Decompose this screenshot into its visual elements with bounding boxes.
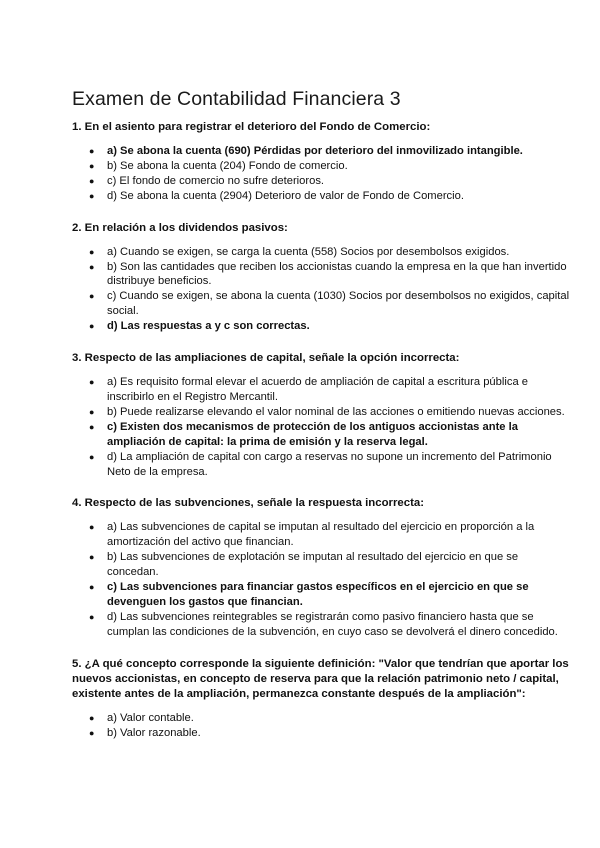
option-list — [72, 375, 570, 479]
option-text: a) Es requisito formal elevar el acuerdo de ampliación de capital a escritura pública e inscribirlo en el Registro Mercantil. — [107, 376, 528, 403]
option-list — [72, 711, 570, 741]
bullet-icon: ● — [89, 146, 95, 156]
bullet-icon: ● — [89, 451, 95, 462]
question-3 — [72, 351, 570, 479]
option-item-correct — [72, 319, 570, 334]
question-title: 2. En relación a los dividendos pasivos: — [72, 221, 288, 234]
option-item — [72, 610, 570, 640]
option-item — [72, 450, 570, 480]
bullet-icon: ● — [89, 522, 95, 533]
question-title: 3. Respecto de las ampliaciones de capital, señale la opción incorrecta: — [72, 352, 460, 365]
option-list — [72, 144, 570, 204]
option-item — [72, 550, 570, 580]
option-item-correct — [72, 144, 570, 159]
option-text: d) Las respuestas a y c son correctas. — [107, 320, 310, 333]
question-1 — [72, 120, 570, 204]
bullet-icon: ● — [89, 421, 95, 432]
option-text: b) Las subvenciones de explotación se imputan al resultado del ejercicio en que se concedan. — [107, 551, 519, 579]
option-text: d) Se abona la cuenta (2904) Deterioro de valor de Fondo de Comercio. — [107, 189, 464, 202]
bullet-icon: ● — [89, 321, 95, 332]
bullet-icon: ● — [89, 175, 95, 186]
option-text: c) El fondo de comercio no sufre deterioros. — [107, 174, 325, 187]
option-text: b) Valor razonable. — [107, 726, 201, 739]
bullet-icon: ● — [89, 611, 95, 622]
option-text: b) Se abona la cuenta (204) Fondo de comercio. — [107, 159, 348, 172]
bullet-icon: ● — [89, 552, 95, 563]
option-item — [72, 375, 570, 405]
option-item — [72, 289, 570, 319]
bullet-icon: ● — [89, 582, 95, 593]
document-title: Examen de Contabilidad Financiera 3 — [72, 88, 401, 110]
option-text: a) Cuando se exigen, se carga la cuenta (558) Socios por desembolsos exigidos. — [107, 245, 510, 258]
question-title: 1. En el asiento para registrar el deterioro del Fondo de Comercio: — [72, 121, 431, 133]
option-text: b) Puede realizarse elevando el valor nominal de las acciones o emitiendo nuevas acciones. — [107, 405, 565, 418]
option-item-correct — [72, 420, 570, 450]
option-item — [72, 520, 570, 550]
bullet-icon: ● — [89, 246, 95, 257]
option-item — [72, 726, 570, 741]
option-text: a) Se abona la cuenta (690) Pérdidas por deterioro del inmovilizado intangible. — [107, 145, 523, 157]
option-text: c) Existen dos mecanismos de protección de los antiguos accionistas ante la ampliación de capital: la prima de emisión y la reserva legal. — [107, 420, 518, 448]
option-item — [72, 260, 570, 290]
bullet-icon: ● — [89, 406, 95, 417]
question-title: 4. Respecto de las subvenciones, señale la respuesta incorrecta: — [72, 497, 424, 510]
bullet-icon: ● — [89, 261, 95, 272]
question-4 — [72, 496, 570, 639]
option-list — [72, 245, 570, 334]
option-item — [72, 159, 570, 174]
bullet-icon: ● — [89, 160, 95, 171]
option-text: a) Valor contable. — [107, 711, 194, 724]
option-text: d) La ampliación de capital con cargo a reservas no supone un incremento del Patrimonio Neto de la empresa. — [107, 450, 552, 478]
option-list — [72, 520, 570, 639]
option-text: c) Las subvenciones para financiar gastos específicos en el ejercicio en que se devenguen los gastos que financian. — [107, 581, 529, 608]
option-text: a) Las subvenciones de capital se imputan al resultado del ejercicio en proporción a la amortización del activo que financian. — [107, 521, 535, 549]
option-item — [72, 245, 570, 260]
question-5 — [72, 657, 570, 741]
bullet-icon: ● — [89, 291, 95, 302]
option-item — [72, 189, 570, 204]
option-item — [72, 711, 570, 726]
bullet-icon: ● — [89, 727, 95, 738]
option-item — [72, 174, 570, 189]
bullet-icon: ● — [89, 712, 95, 723]
bullet-icon: ● — [89, 377, 95, 388]
option-item — [72, 405, 570, 420]
question-title: 5. ¿A qué concepto corresponde la siguiente definición: "Valor que tendrían que aportar los nuevos accionistas, en concepto de reserva para que la relación patrimonio neto / capital, existente antes de la ampliación, permanezca constante después de la ampliación": — [72, 657, 569, 700]
question-2 — [72, 221, 570, 334]
option-item-correct — [72, 580, 570, 610]
option-text: b) Son las cantidades que reciben los accionistas cuando la empresa en la que han invertido distribuye beneficios. — [107, 260, 567, 288]
bullet-icon: ● — [89, 190, 95, 201]
option-text: c) Cuando se exigen, se abona la cuenta (1030) Socios por desembolsos no exigidos, capital social. — [107, 290, 570, 318]
option-text: d) Las subvenciones reintegrables se registrarán como pasivo financiero hasta que se cumplan las condiciones de la subvención, en cuyo caso se devolverá el dinero concedido. — [107, 610, 558, 638]
